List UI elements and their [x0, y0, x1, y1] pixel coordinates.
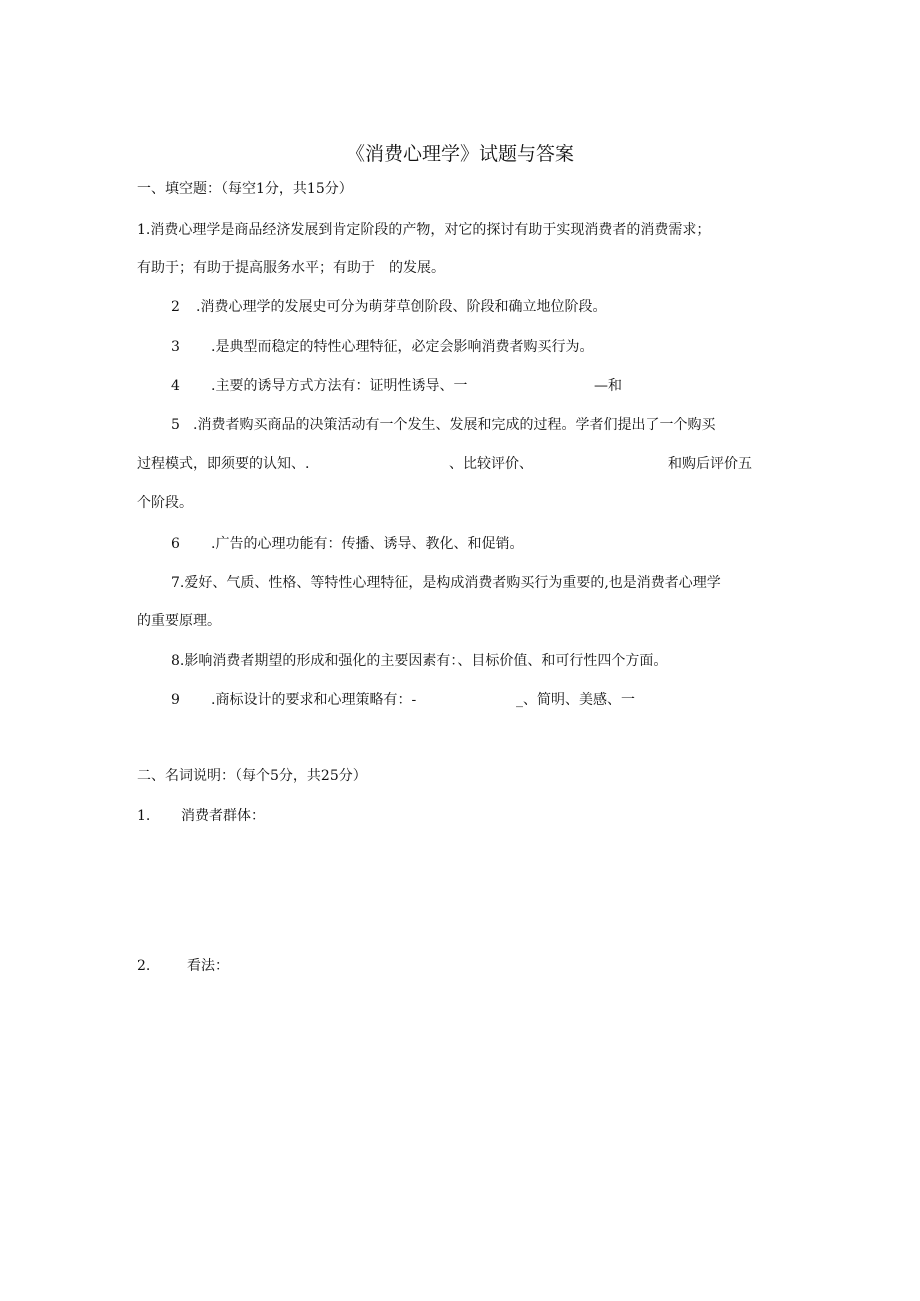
term-2 [137, 957, 229, 975]
question-4 [171, 377, 467, 395]
question-1-line-2: 有助于；有助于提高服务水平；有助于 的发展。 [137, 260, 445, 276]
question-2-number: 2 [171, 299, 180, 315]
question-9-tail: _、简明、美感、一 [516, 692, 635, 708]
question-5-line-2c: 和购后评价五 [668, 456, 752, 472]
question-2 [171, 298, 606, 316]
question-8: 8.影响消费者期望的形成和强化的主要因素有：、目标价值、和可行性四个方面。 [171, 653, 668, 669]
question-3-text: .是典型而稳定的特性心理特征，必定会影响消费者购买行为。 [211, 339, 594, 355]
question-6 [171, 535, 523, 553]
question-2-text: .消费心理学的发展史可分为萌芽草创阶段、阶段和确立地位阶段。 [196, 299, 607, 315]
term-1 [137, 807, 265, 825]
term-2-number: 2. [137, 958, 151, 974]
term-2-text: 看法： [187, 958, 229, 974]
question-6-text: .广告的心理功能有：传播、诱导、教化、和促销。 [211, 536, 524, 552]
question-5-number: 5 [171, 417, 180, 433]
term-1-text: 消费者群体： [181, 808, 265, 824]
question-5-text: .消费者购买商品的决策活动有一个发生、发展和完成的过程。学者们提出了一个购买 [193, 417, 716, 433]
question-3-number: 3 [171, 339, 180, 355]
question-6-number: 6 [171, 536, 180, 552]
question-4-number: 4 [171, 378, 180, 394]
question-4-tail: —和 [594, 378, 622, 394]
section1-heading: 一、填空题：（每空1分，共15分） [137, 181, 353, 197]
question-4-text: .主要的诱导方式方法有：证明性诱导、一 [211, 378, 468, 394]
document-title: 《消费心理学》试题与答案 [345, 143, 574, 165]
question-5-line-2a: 过程模式，即须要的认知、. [137, 456, 310, 472]
question-1-line-1: 1.消费心理学是商品经济发展到肯定阶段的产物，对它的探讨有助于实现消费者的消费需求； [137, 222, 711, 238]
question-5-line-2b: 、比较评价、 [449, 456, 533, 472]
question-5 [171, 416, 715, 434]
question-7-line-2: 的重要原理。 [137, 613, 221, 629]
question-3 [171, 338, 593, 356]
question-9 [171, 691, 416, 709]
section2-heading: 二、名词说明：（每个5分，共25分） [137, 768, 367, 784]
question-9-number: 9 [171, 692, 180, 708]
question-5-line-3: 个阶段。 [137, 495, 193, 511]
question-7-line-1: 7.爱好、气质、性格、等特性心理特征，是构成消费者购买行为重要的,也是消费者心理学 [171, 575, 721, 591]
term-1-number: 1. [137, 808, 151, 824]
question-9-text: .商标设计的要求和心理策略有：- [211, 692, 417, 708]
